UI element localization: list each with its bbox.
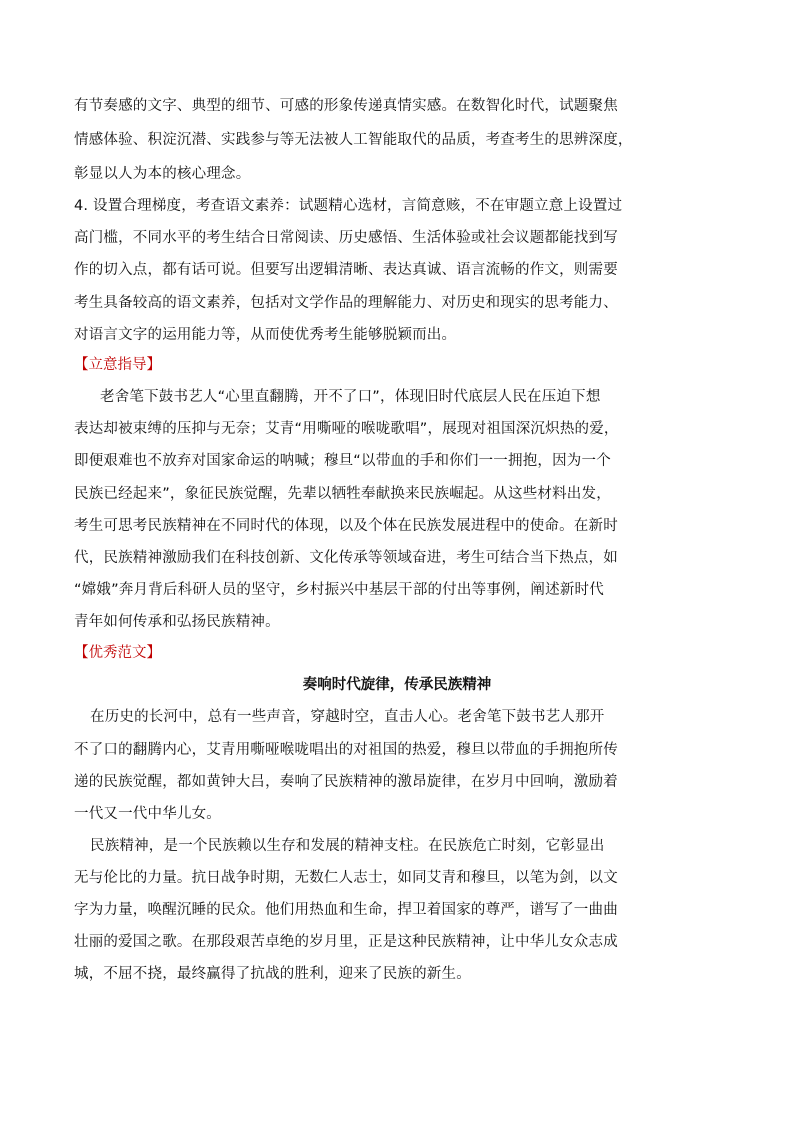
guidance-label: 【立意指导】 <box>74 357 161 373</box>
guidance-line-2: 表达却被束缚的压抑与无奈；艾青“用嘶哑的喉咙歌唱”，展现对祖国深沉炽热的爱， <box>74 421 619 437</box>
continuation-line-1: 有节奏感的文字、典型的细节、可感的形象传递真情实感。在数智化时代，试题聚焦 <box>74 98 618 114</box>
point4-line-4: 考生具备较高的语文素养，包括对文学作品的理解能力、对历史和现实的思考能力、 <box>74 295 618 311</box>
essay-label: 【优秀范文】 <box>74 645 161 661</box>
essay-p1-line-4: 一代又一代中华儿女。 <box>74 806 221 822</box>
guidance-line-1: 老舍笔下鼓书艺人“心里直翻腾，开不了口”，体现旧时代底层人民在压迫下想 <box>100 389 601 405</box>
point4-line-5: 对语言文字的运用能力等，从而使优秀考生能够脱颖而出。 <box>74 327 457 343</box>
essay-p2-line-5: 城，不屈不挠，最终赢得了抗战的胜利，迎来了民族的新生。 <box>74 966 471 982</box>
essay-p1-line-3: 递的民族觉醒，都如黄钟大吕，奏响了民族精神的激昂旋律，在岁月中回响，激励着 <box>74 774 618 790</box>
guidance-line-6: 代，民族精神激励我们在科技创新、文化传承等领域奋进，考生可结合当下热点，如 <box>74 550 618 566</box>
guidance-line-5: 考生可思考民族精神在不同时代的体现，以及个体在民族发展进程中的使命。在新时 <box>74 518 618 534</box>
point4-line-3: 作的切入点，都有话可说。但要写出逻辑清晰、表达真诚、语言流畅的作文，则需要 <box>74 262 618 278</box>
essay-p2-line-2: 无与伦比的力量。抗日战争时期，无数仁人志士，如同艾青和穆旦，以笔为剑，以文 <box>74 870 618 886</box>
guidance-line-7: “嫦娥”奔月背后科研人员的坚守，乡村振兴中基层干部的付出等事例，阐述新时代 <box>74 582 604 598</box>
guidance-line-3: 即便艰难也不放弃对国家命运的呐喊；穆旦“以带血的手和你们一一拥抱，因为一个 <box>74 453 611 469</box>
continuation-line-3: 彰显以人为本的核心理念。 <box>74 166 251 182</box>
essay-p2-line-3: 字为力量，唤醒沉睡的民众。他们用热血和生命，捍卫着国家的尊严，谱写了一曲曲 <box>74 902 618 918</box>
essay-p1-line-1: 在历史的长河中，总有一些声音，穿越时空，直击人心。老舍笔下鼓书艺人那开 <box>90 709 605 725</box>
continuation-line-2: 情感体验、积淀沉潜、实践参与等无法被人工智能取代的品质，考查考生的思辨深度， <box>74 132 633 148</box>
essay-p2-line-4: 壮丽的爱国之歌。在那段艰苦卓绝的岁月里，正是这种民族精神，让中华儿女众志成 <box>74 934 618 950</box>
point4-line-1: 4. 设置合理梯度，考查语文素养：试题精心选材，言简意赅，不在审题立意上设置过 <box>74 198 623 214</box>
guidance-line-8: 青年如何传承和弘扬民族精神。 <box>74 614 280 630</box>
guidance-line-4: 民族已经起来”，象征民族觉醒，先辈以牺牲奉献换来民族崛起。从这些材料出发， <box>74 486 611 502</box>
essay-p1-line-2: 不了口的翻腾内心，艾青用嘶哑喉咙唱出的对祖国的热爱，穆旦以带血的手拥抱所传 <box>74 742 618 758</box>
essay-p2-line-1: 民族精神，是一个民族赖以生存和发展的精神支柱。在民族危亡时刻，它彰显出 <box>90 838 605 854</box>
point4-line-2: 高门槛，不同水平的考生结合日常阅读、历史感悟、生活体验或社会议题都能找到写 <box>74 230 618 246</box>
essay-title: 奏响时代旋律，传承民族精神 <box>302 677 492 693</box>
